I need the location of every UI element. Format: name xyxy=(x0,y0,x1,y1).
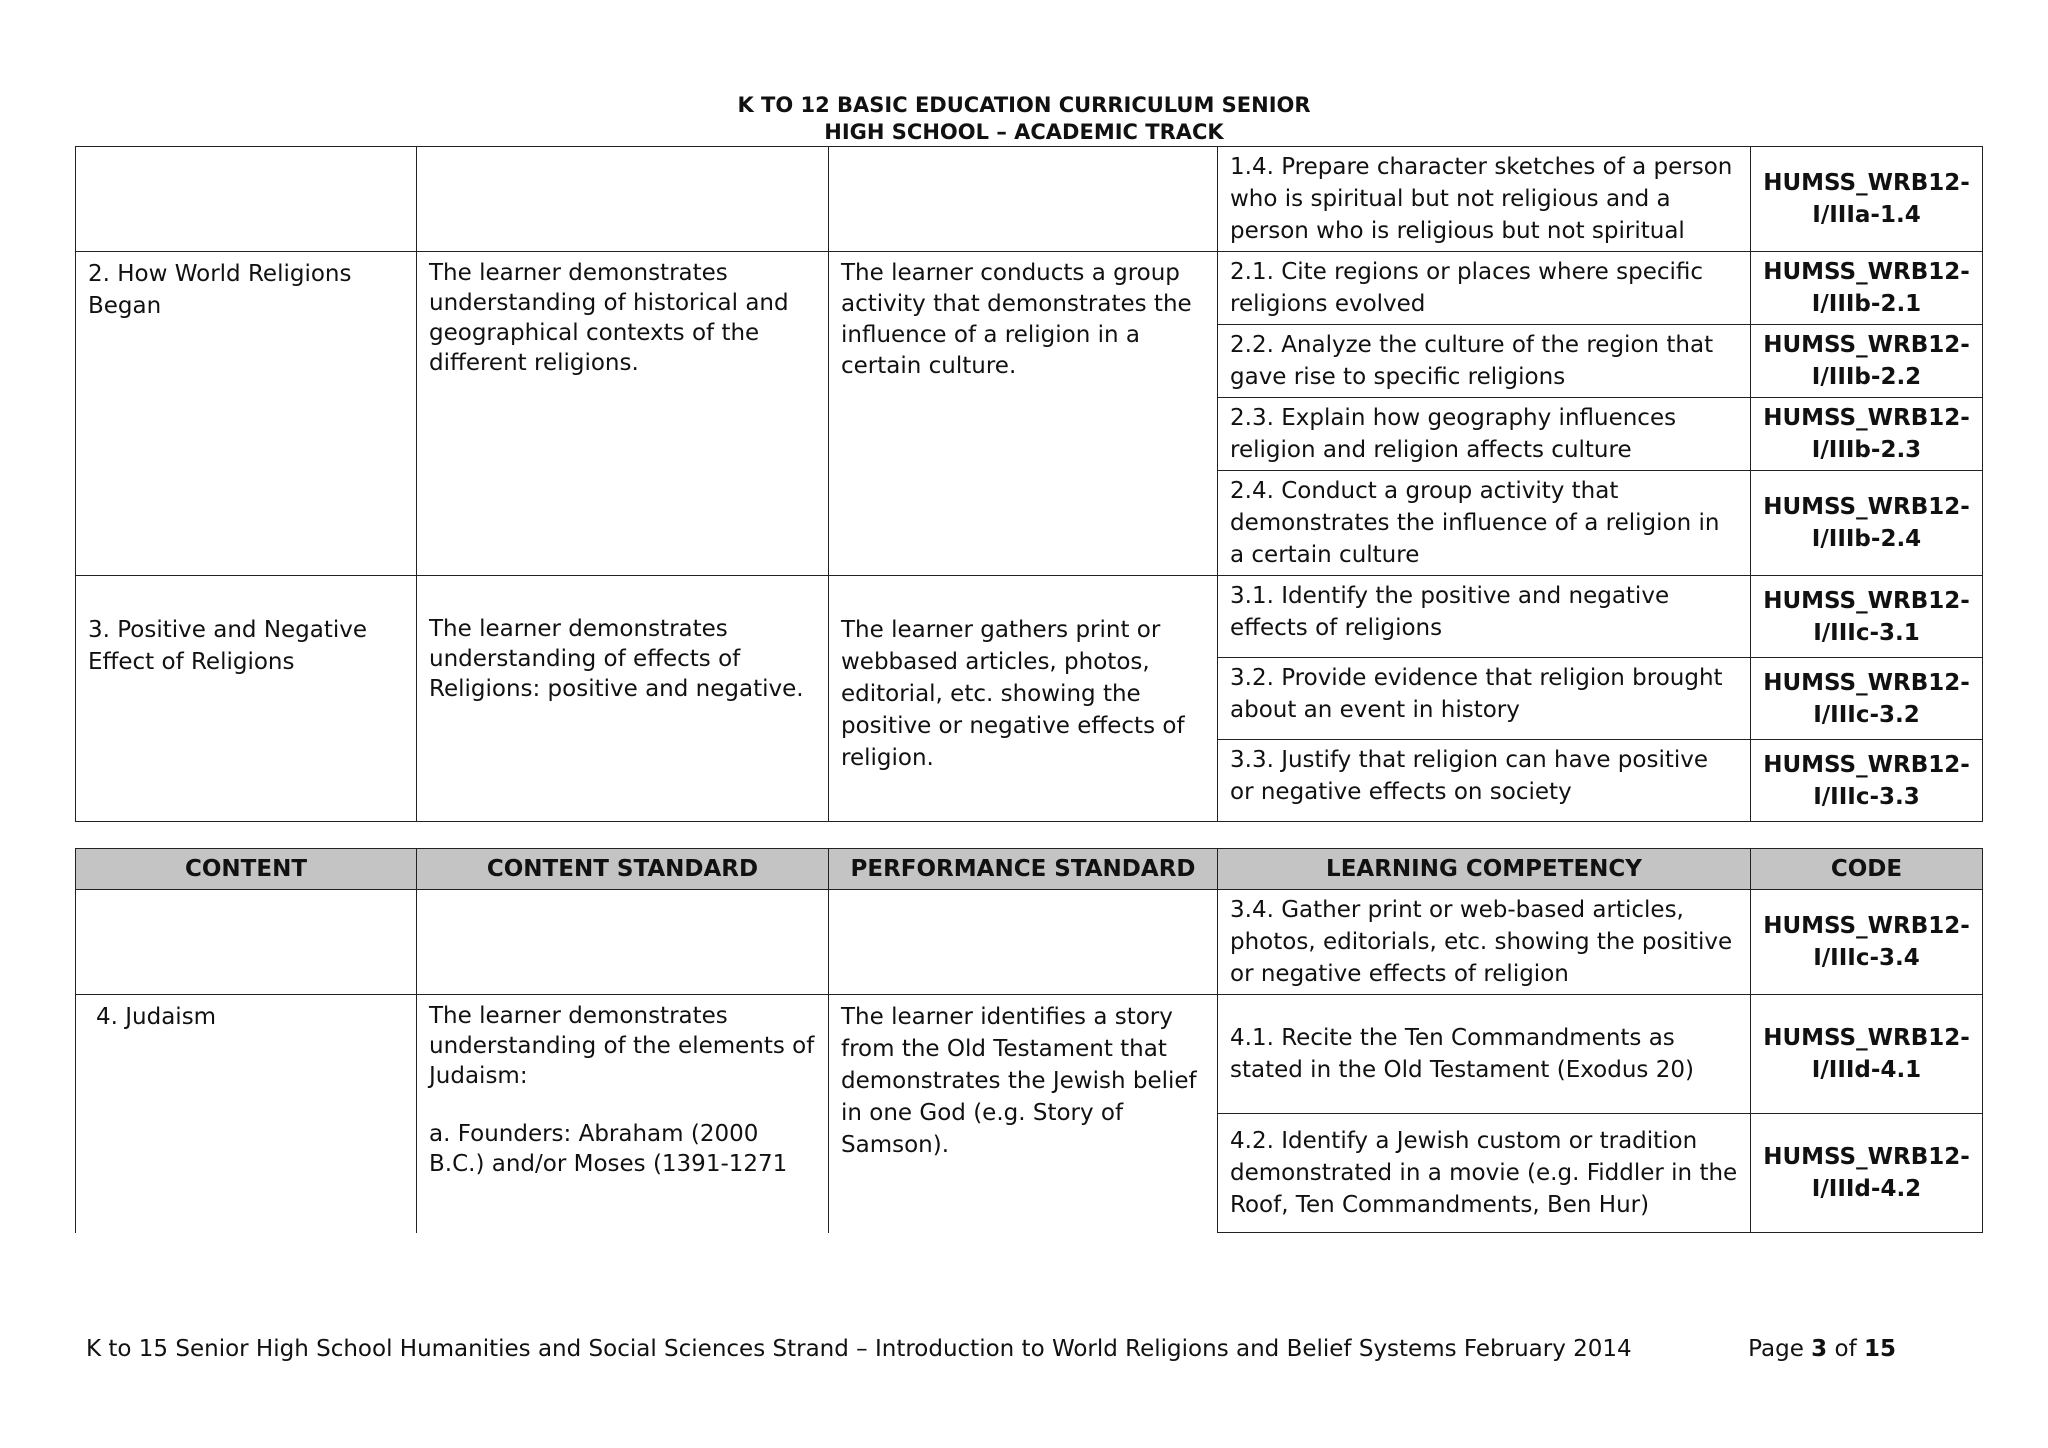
curriculum-table xyxy=(75,848,1983,1233)
code-cell xyxy=(1751,740,1983,822)
page-current: 3 xyxy=(1811,1336,1828,1362)
page-total: 15 xyxy=(1863,1336,1896,1362)
content-cell: 3. Positive and Negative Effect of Religions xyxy=(76,576,417,822)
competency-cell: 1.4. Prepare character sketches of a person who is spiritual but not religious and a person who is religious but not spiritual xyxy=(1218,147,1751,252)
code-line-b: I/IIIb-2.3 xyxy=(1811,437,1922,463)
code-cell xyxy=(1751,658,1983,740)
code-line-a: HUMSS_WRB12- xyxy=(1763,259,1970,285)
column-header-content-standard: CONTENT STANDARD xyxy=(417,849,829,890)
competency-cell: 2.4. Conduct a group activity that demonstrates the influence of a religion in a certain culture xyxy=(1218,471,1751,576)
code-line-b: I/IIIc-3.4 xyxy=(1813,945,1920,971)
code-line-a: HUMSS_WRB12- xyxy=(1763,332,1970,358)
content-standard-cell xyxy=(417,995,829,1233)
column-header-performance-standard: PERFORMANCE STANDARD xyxy=(829,849,1218,890)
competency-cell: 2.2. Analyze the culture of the region that gave rise to specific religions xyxy=(1218,325,1751,398)
table-row xyxy=(76,252,1983,325)
content-cell: 2. How World Religions Began xyxy=(76,252,417,576)
code-line-b: I/IIIc-3.3 xyxy=(1813,783,1920,810)
competency-cell: 3.1. Identify the positive and negative effects of religions xyxy=(1218,576,1751,658)
header-line-1: K TO 12 BASIC EDUCATION CURRICULUM SENIOR xyxy=(737,93,1311,117)
column-header-learning-competency: LEARNING COMPETENCY xyxy=(1218,849,1751,890)
content-standard-cell xyxy=(417,147,829,252)
code-line-b: I/IIIc-3.1 xyxy=(1813,619,1920,646)
code-cell xyxy=(1751,471,1983,576)
code-cell xyxy=(1751,890,1983,995)
code-cell xyxy=(1751,576,1983,658)
code-cell xyxy=(1751,325,1983,398)
competency-cell: 3.4. Gather print or web-based articles, photos, editorials, etc. showing the positive or negative effects of religion xyxy=(1218,890,1751,995)
performance-standard-cell: The learner conducts a group activity that demonstrates the influence of a religion in a certain culture. xyxy=(829,252,1218,576)
content-cell xyxy=(76,890,417,995)
table-row xyxy=(76,576,1983,658)
table-row xyxy=(76,890,1983,995)
code-line-a: HUMSS_WRB12- xyxy=(1763,494,1970,520)
curriculum-table-continued xyxy=(75,146,1983,822)
page-prefix: Page xyxy=(1748,1336,1804,1362)
code-line-b: I/IIId-4.1 xyxy=(1811,1057,1922,1083)
code-cell xyxy=(1751,147,1983,252)
code-line-a: HUMSS_WRB12- xyxy=(1763,913,1970,939)
code-cell xyxy=(1751,398,1983,471)
code-line-a: HUMSS_WRB12- xyxy=(1763,170,1970,196)
competency-cell: 2.1. Cite regions or places where specific religions evolved xyxy=(1218,252,1751,325)
competency-cell: 3.3. Justify that religion can have positive or negative effects on society xyxy=(1218,740,1751,822)
competency-cell: 3.2. Provide evidence that religion brought about an event in history xyxy=(1218,658,1751,740)
page-of: of xyxy=(1834,1336,1857,1362)
code-cell xyxy=(1751,1114,1983,1233)
code-line-b: I/IIIa-1.4 xyxy=(1812,202,1921,228)
competency-cell: 4.2. Identify a Jewish custom or tradition demonstrated in a movie (e.g. Fiddler in the Roof, Ten Commandments, Ben Hur) xyxy=(1218,1114,1751,1233)
table-row xyxy=(76,147,1983,252)
content-standard-cell: The learner demonstrates understanding of effects of Religions: positive and negative. xyxy=(417,576,829,822)
code-line-a: HUMSS_WRB12- xyxy=(1763,405,1970,431)
content-standard-cell: The learner demonstrates understanding of historical and geographical contexts of the different religions. xyxy=(417,252,829,576)
footer-text: K to 15 Senior High School Humanities and Social Sciences Strand – Introduction to World Religions and Belief Systems February 2014 xyxy=(86,1336,1632,1362)
code-line-b: I/IIIb-2.2 xyxy=(1811,364,1922,390)
code-line-b: I/IIId-4.2 xyxy=(1811,1176,1922,1202)
column-header-code: CODE xyxy=(1751,849,1983,890)
competency-cell: 4.1. Recite the Ten Commandments as stated in the Old Testament (Exodus 20) xyxy=(1218,995,1751,1114)
code-line-a: HUMSS_WRB12- xyxy=(1763,669,1970,696)
code-line-b: I/IIIb-2.1 xyxy=(1811,291,1922,317)
table-row xyxy=(76,995,1983,1114)
table-header-row xyxy=(76,849,1983,890)
code-line-a: HUMSS_WRB12- xyxy=(1763,587,1970,614)
code-line-b: I/IIIb-2.4 xyxy=(1811,526,1922,552)
code-cell xyxy=(1751,995,1983,1114)
code-line-b: I/IIIc-3.2 xyxy=(1813,701,1920,728)
header-line-2: HIGH SCHOOL – ACADEMIC TRACK xyxy=(824,120,1224,144)
founders-text: a. Founders: Abraham (2000 B.C.) and/or Moses (1391-1271 xyxy=(429,1121,788,1177)
performance-standard-cell xyxy=(829,147,1218,252)
competency-cell: 2.3. Explain how geography influences religion and religion affects culture xyxy=(1218,398,1751,471)
performance-standard-cell: The learner gathers print or webbased articles, photos, editorial, etc. showing the positive or negative effects of religion. xyxy=(829,576,1218,822)
document-header xyxy=(0,92,2048,146)
content-standard-cell xyxy=(417,890,829,995)
performance-standard-cell: The learner identifies a story from the Old Testament that demonstrates the Jewish belief in one God (e.g. Story of Samson). xyxy=(829,995,1218,1233)
code-cell xyxy=(1751,252,1983,325)
page-number xyxy=(1748,1336,1896,1362)
content-cell xyxy=(76,147,417,252)
code-line-a: HUMSS_WRB12- xyxy=(1763,751,1970,778)
code-line-a: HUMSS_WRB12- xyxy=(1763,1025,1970,1051)
content-cell: 4. Judaism xyxy=(76,995,417,1233)
column-header-content: CONTENT xyxy=(76,849,417,890)
code-line-a: HUMSS_WRB12- xyxy=(1763,1144,1970,1170)
content-standard-text: The learner demonstrates understanding of the elements of Judaism: xyxy=(429,1003,815,1089)
performance-standard-cell xyxy=(829,890,1218,995)
